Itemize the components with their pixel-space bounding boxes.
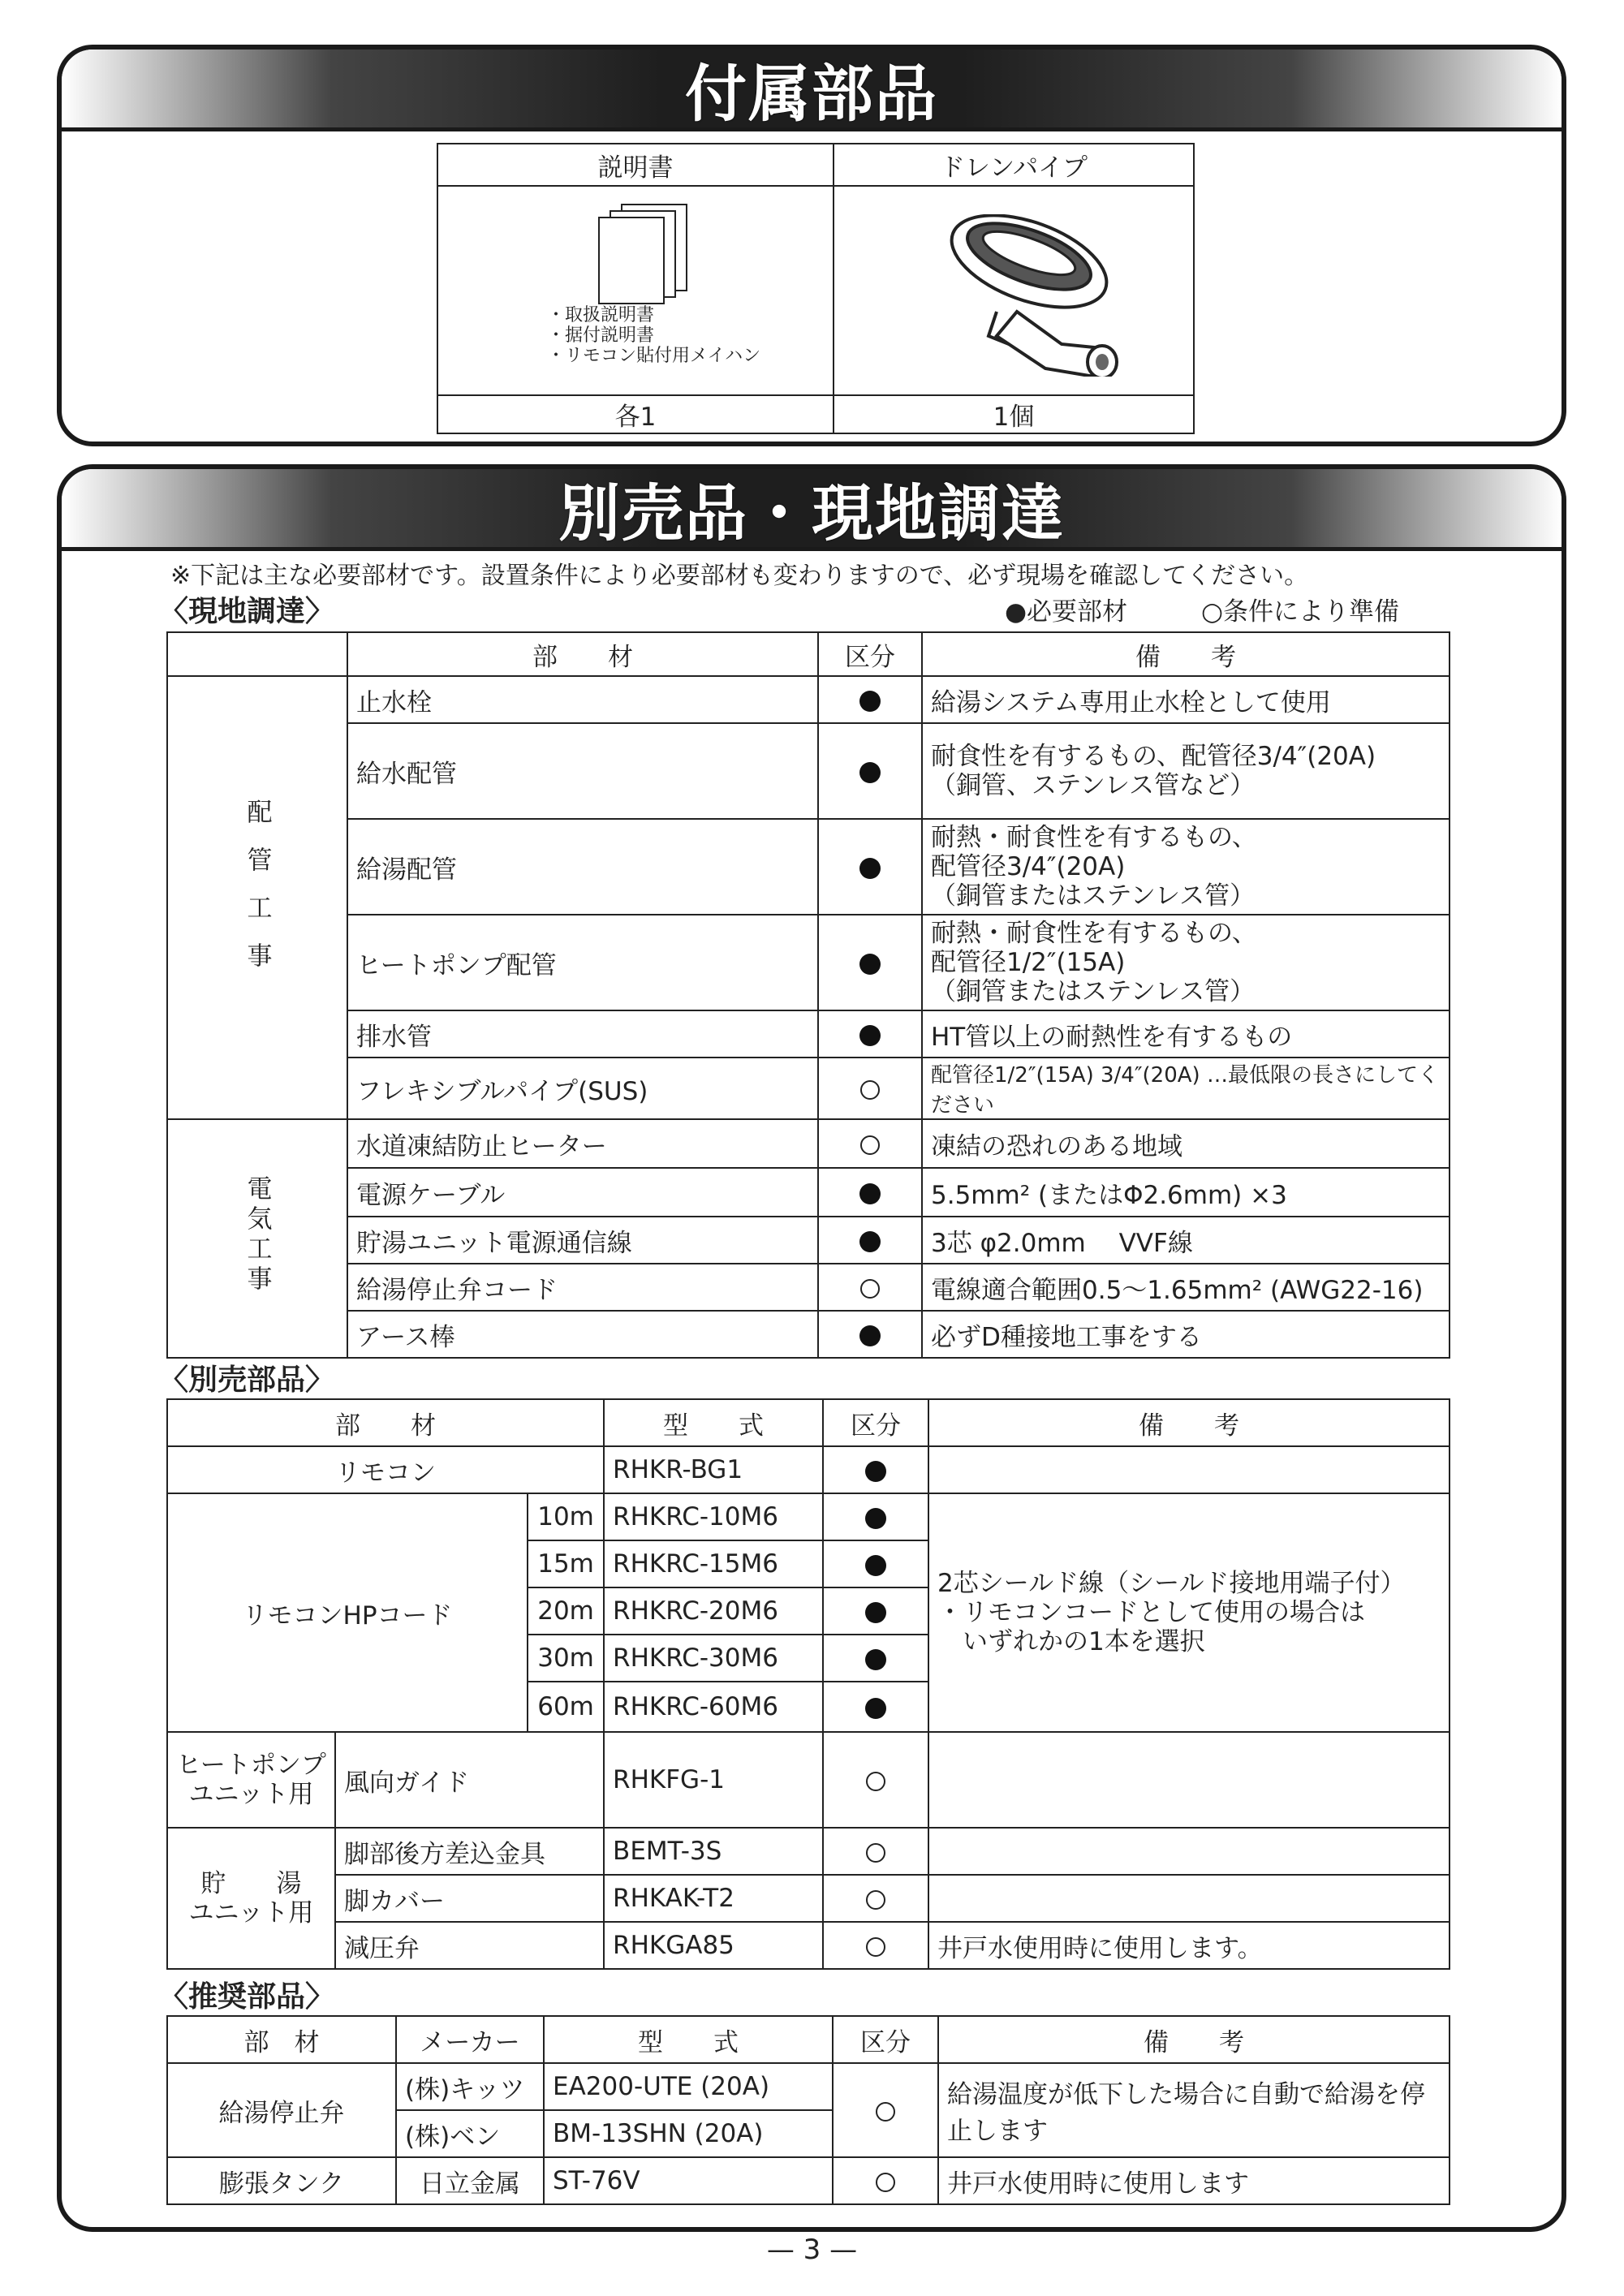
required-dot-icon [865,1602,886,1623]
remark-line: 耐熱・耐食性を有するもの、 [931,919,1257,948]
conditional-mark [823,1828,928,1875]
manuals-icon [594,201,691,307]
remark-text: 必ずD種接地工事をする [922,1311,1450,1358]
cord-length: 15m [528,1540,604,1587]
required-dot-icon [859,858,881,879]
conditional-circle-icon [866,1843,885,1863]
optional-parts-table [166,1398,1450,1970]
remark-line: 配管径1/2″(15A) [931,948,1126,977]
material-name: フレキシブルパイプ(SUS) [347,1058,818,1119]
remark-text: 電線適合範囲0.5～1.65mm² (AWG22-16) [922,1264,1450,1311]
accessories-table [437,143,1195,434]
electric-group: 電気工事 [167,1119,347,1358]
cord-name: リモコンHPコード [167,1493,528,1732]
conditional-mark [833,2063,938,2157]
required-dot-icon [859,691,881,712]
material-name: アース棒 [347,1311,818,1358]
manual-item: ・リモコン貼付用メイハン [547,346,761,366]
group-line: ユニット用 [188,1780,314,1809]
cord-model: RHKRC-30M6 [604,1635,823,1682]
remark-text: 配管径1/2″(15A) 3/4″(20A) …最低限の長さにしてください [922,1058,1450,1119]
required-mark [818,1311,922,1358]
material-name: ヒートポンプ配管 [347,915,818,1010]
tank-item-remark: 井戸水使用時に使用します。 [928,1922,1450,1969]
required-dot-icon [859,762,881,783]
required-dot-icon [859,1325,881,1346]
remark-line: ・リモコンコードとして使用の場合は [937,1598,1366,1627]
cord-length: 60m [528,1682,604,1732]
required-mark [823,1540,928,1587]
valve-remark: 給湯温度が低下した場合に自動で給湯を停止します [938,2063,1450,2157]
hp-item-model: RHKFG-1 [604,1732,823,1828]
header-category: 区分 [818,632,922,676]
remark-line: （銅管またはステンレス管） [931,881,1256,911]
tank-remark: 井戸水使用時に使用します [938,2157,1450,2204]
cord-model: RHKRC-15M6 [604,1540,823,1587]
group-line: ユニット用 [188,1898,314,1928]
conditional-circle-icon [860,1080,880,1100]
group-line: ヒートポンプ [176,1751,326,1780]
conditional-mark [823,1732,928,1828]
material-name: 貯湯ユニット電源通信線 [347,1217,818,1264]
header-remark: 備 考 [922,632,1450,676]
tank-maker: 日立金属 [396,2157,544,2204]
required-mark [818,1168,922,1217]
remark-text: HT管以上の耐熱性を有するもの [922,1010,1450,1058]
required-mark [823,1493,928,1540]
material-name: 排水管 [347,1010,818,1058]
required-dot-icon [859,954,881,975]
cord-model: RHKRC-10M6 [604,1493,823,1540]
remark-cell [922,915,1450,1010]
manual-cell [437,186,834,395]
remark-line: いずれかの1本を選択 [937,1627,1205,1656]
remark-empty [928,1446,1450,1493]
required-mark [818,819,922,915]
conditional-mark [833,2157,938,2204]
manual-item: ・据付説明書 [547,325,655,346]
header-model: 型 式 [604,1399,823,1446]
page-number: — 3 — [766,2234,858,2266]
tank-unit-group [167,1828,335,1969]
material-name: 電源ケーブル [347,1168,818,1217]
required-mark [818,1217,922,1264]
material-name: 給湯停止弁コード [347,1264,818,1311]
tank-item-model: RHKAK-T2 [604,1875,823,1922]
valve-model: EA200-UTE (20A) [544,2063,833,2110]
recommended-parts-heading: 〈推奨部品〉 [159,1980,335,2014]
required-dot-icon [865,1698,886,1719]
hp-item-name: 風向ガイド [335,1732,604,1828]
header-category: 区分 [823,1399,928,1446]
remocon-name: リモコン [167,1446,604,1493]
cord-length: 30m [528,1635,604,1682]
material-name: 給水配管 [347,723,818,819]
tank-item-remark [928,1828,1450,1875]
required-dot-icon [859,1231,881,1252]
valve-model: BM-13SHN (20A) [544,2110,833,2157]
conditional-mark [823,1922,928,1969]
required-dot-icon [865,1508,886,1529]
remocon-model: RHKR-BG1 [604,1446,823,1493]
group-line: 貯 湯 [200,1869,302,1898]
remark-empty [928,1732,1450,1828]
conditional-circle-icon [860,1135,880,1155]
conditional-circle-icon [866,1772,885,1791]
tank-item-name: 減圧弁 [335,1922,604,1969]
optional-parts-title-band [62,469,1562,551]
cord-model: RHKRC-20M6 [604,1587,823,1635]
conditional-mark [823,1875,928,1922]
required-mark [818,723,922,819]
accessories-title: 付属部品 [685,57,938,130]
header-category: 区分 [833,2016,938,2063]
remark-line: （銅管またはステンレス管） [931,977,1256,1006]
required-mark [818,1010,922,1058]
conditional-mark [818,1119,922,1168]
valve-maker: (株)ベン [396,2110,544,2157]
remark-text: 凍結の恐れのある地域 [922,1119,1450,1168]
conditional-circle-icon [866,1937,885,1957]
header-model: 型 式 [544,2016,833,2063]
drain-pipe-cell [834,186,1194,395]
cord-model: RHKRC-60M6 [604,1682,823,1732]
header-remark: 備 考 [938,2016,1450,2063]
required-mark [823,1682,928,1732]
material-name: 水道凍結防止ヒーター [347,1119,818,1168]
drain-pipe-header: ドレンパイプ [834,144,1194,186]
tank-name: 膨張タンク [167,2157,396,2204]
drain-pipe-qty: 1個 [834,395,1194,433]
tank-item-remark [928,1875,1450,1922]
cord-length: 20m [528,1587,604,1635]
required-mark [818,915,922,1010]
remark-line: 配管径3/4″(20A) [931,852,1126,881]
cord-length: 10m [528,1493,604,1540]
required-dot-icon [859,1183,881,1204]
tank-model: ST-76V [544,2157,833,2204]
conditional-circle-icon [876,2173,895,2192]
header-material: 部 材 [167,2016,396,2063]
tank-item-name: 脚カバー [335,1875,604,1922]
tank-item-name: 脚部後方差込金具 [335,1828,604,1875]
valve-maker: (株)キッツ [396,2063,544,2110]
conditional-circle-icon [876,2102,895,2122]
optional-parts-title: 別売品・現地調達 [558,476,1065,549]
required-mark [823,1635,928,1682]
required-dot-icon [865,1461,886,1482]
remark-line: 耐熱・耐食性を有するもの、 [931,823,1257,852]
remark-line: 耐食性を有するもの、配管径3/4″(20A) [931,742,1376,771]
header-material: 部 材 [167,1399,604,1446]
legend-required: ●必要部材 [1005,597,1128,627]
remark-cell [922,723,1450,819]
hp-unit-group [167,1732,335,1828]
local-procurement-heading: 〈現地調達〉 [159,595,335,628]
optional-parts-heading: 〈別売部品〉 [159,1363,335,1397]
remark-cell [922,819,1450,915]
required-mark [823,1446,928,1493]
group-header-empty [167,632,347,676]
note-text: ※下記は主な必要部材です。設置条件により必要部材も変わりますので、必ず現場を確認してください。 [170,562,1309,590]
remark-text: 給湯システム専用止水栓として使用 [922,676,1450,723]
piping-group: 配管工事 [167,676,347,1119]
material-name: 給湯配管 [347,819,818,915]
header-maker: メーカー [396,2016,544,2063]
cord-remark [928,1493,1450,1732]
remark-text: 3芯 φ2.0mm VVF線 [922,1217,1450,1264]
tank-item-model: RHKGA85 [604,1922,823,1969]
required-dot-icon [859,1025,881,1046]
header-remark: 備 考 [928,1399,1450,1446]
required-mark [823,1587,928,1635]
legend-conditional: ○条件により準備 [1201,597,1400,627]
valve-name: 給湯停止弁 [167,2063,396,2157]
tank-item-model: BEMT-3S [604,1828,823,1875]
required-dot-icon [865,1555,886,1576]
recommended-parts-table [166,2015,1450,2205]
conditional-mark [818,1264,922,1311]
required-dot-icon [865,1649,886,1670]
manual-qty: 各1 [437,395,834,433]
remark-line: 2芯シールド線（シールド接地用端子付） [937,1569,1406,1598]
accessories-title-band [62,50,1562,131]
required-mark [818,676,922,723]
header-material: 部 材 [347,632,818,676]
conditional-circle-icon [866,1890,885,1910]
conditional-circle-icon [860,1279,880,1299]
conditional-mark [818,1058,922,1119]
manual-header: 説明書 [437,144,834,186]
local-procurement-table [166,631,1450,1359]
material-name: 止水栓 [347,676,818,723]
drain-pipe-icon [940,214,1126,377]
remark-line: （銅管、ステンレス管など） [931,771,1256,800]
manual-item: ・取扱説明書 [547,305,655,325]
remark-text: 5.5mm² (またはΦ2.6mm) ×3 [922,1168,1450,1217]
